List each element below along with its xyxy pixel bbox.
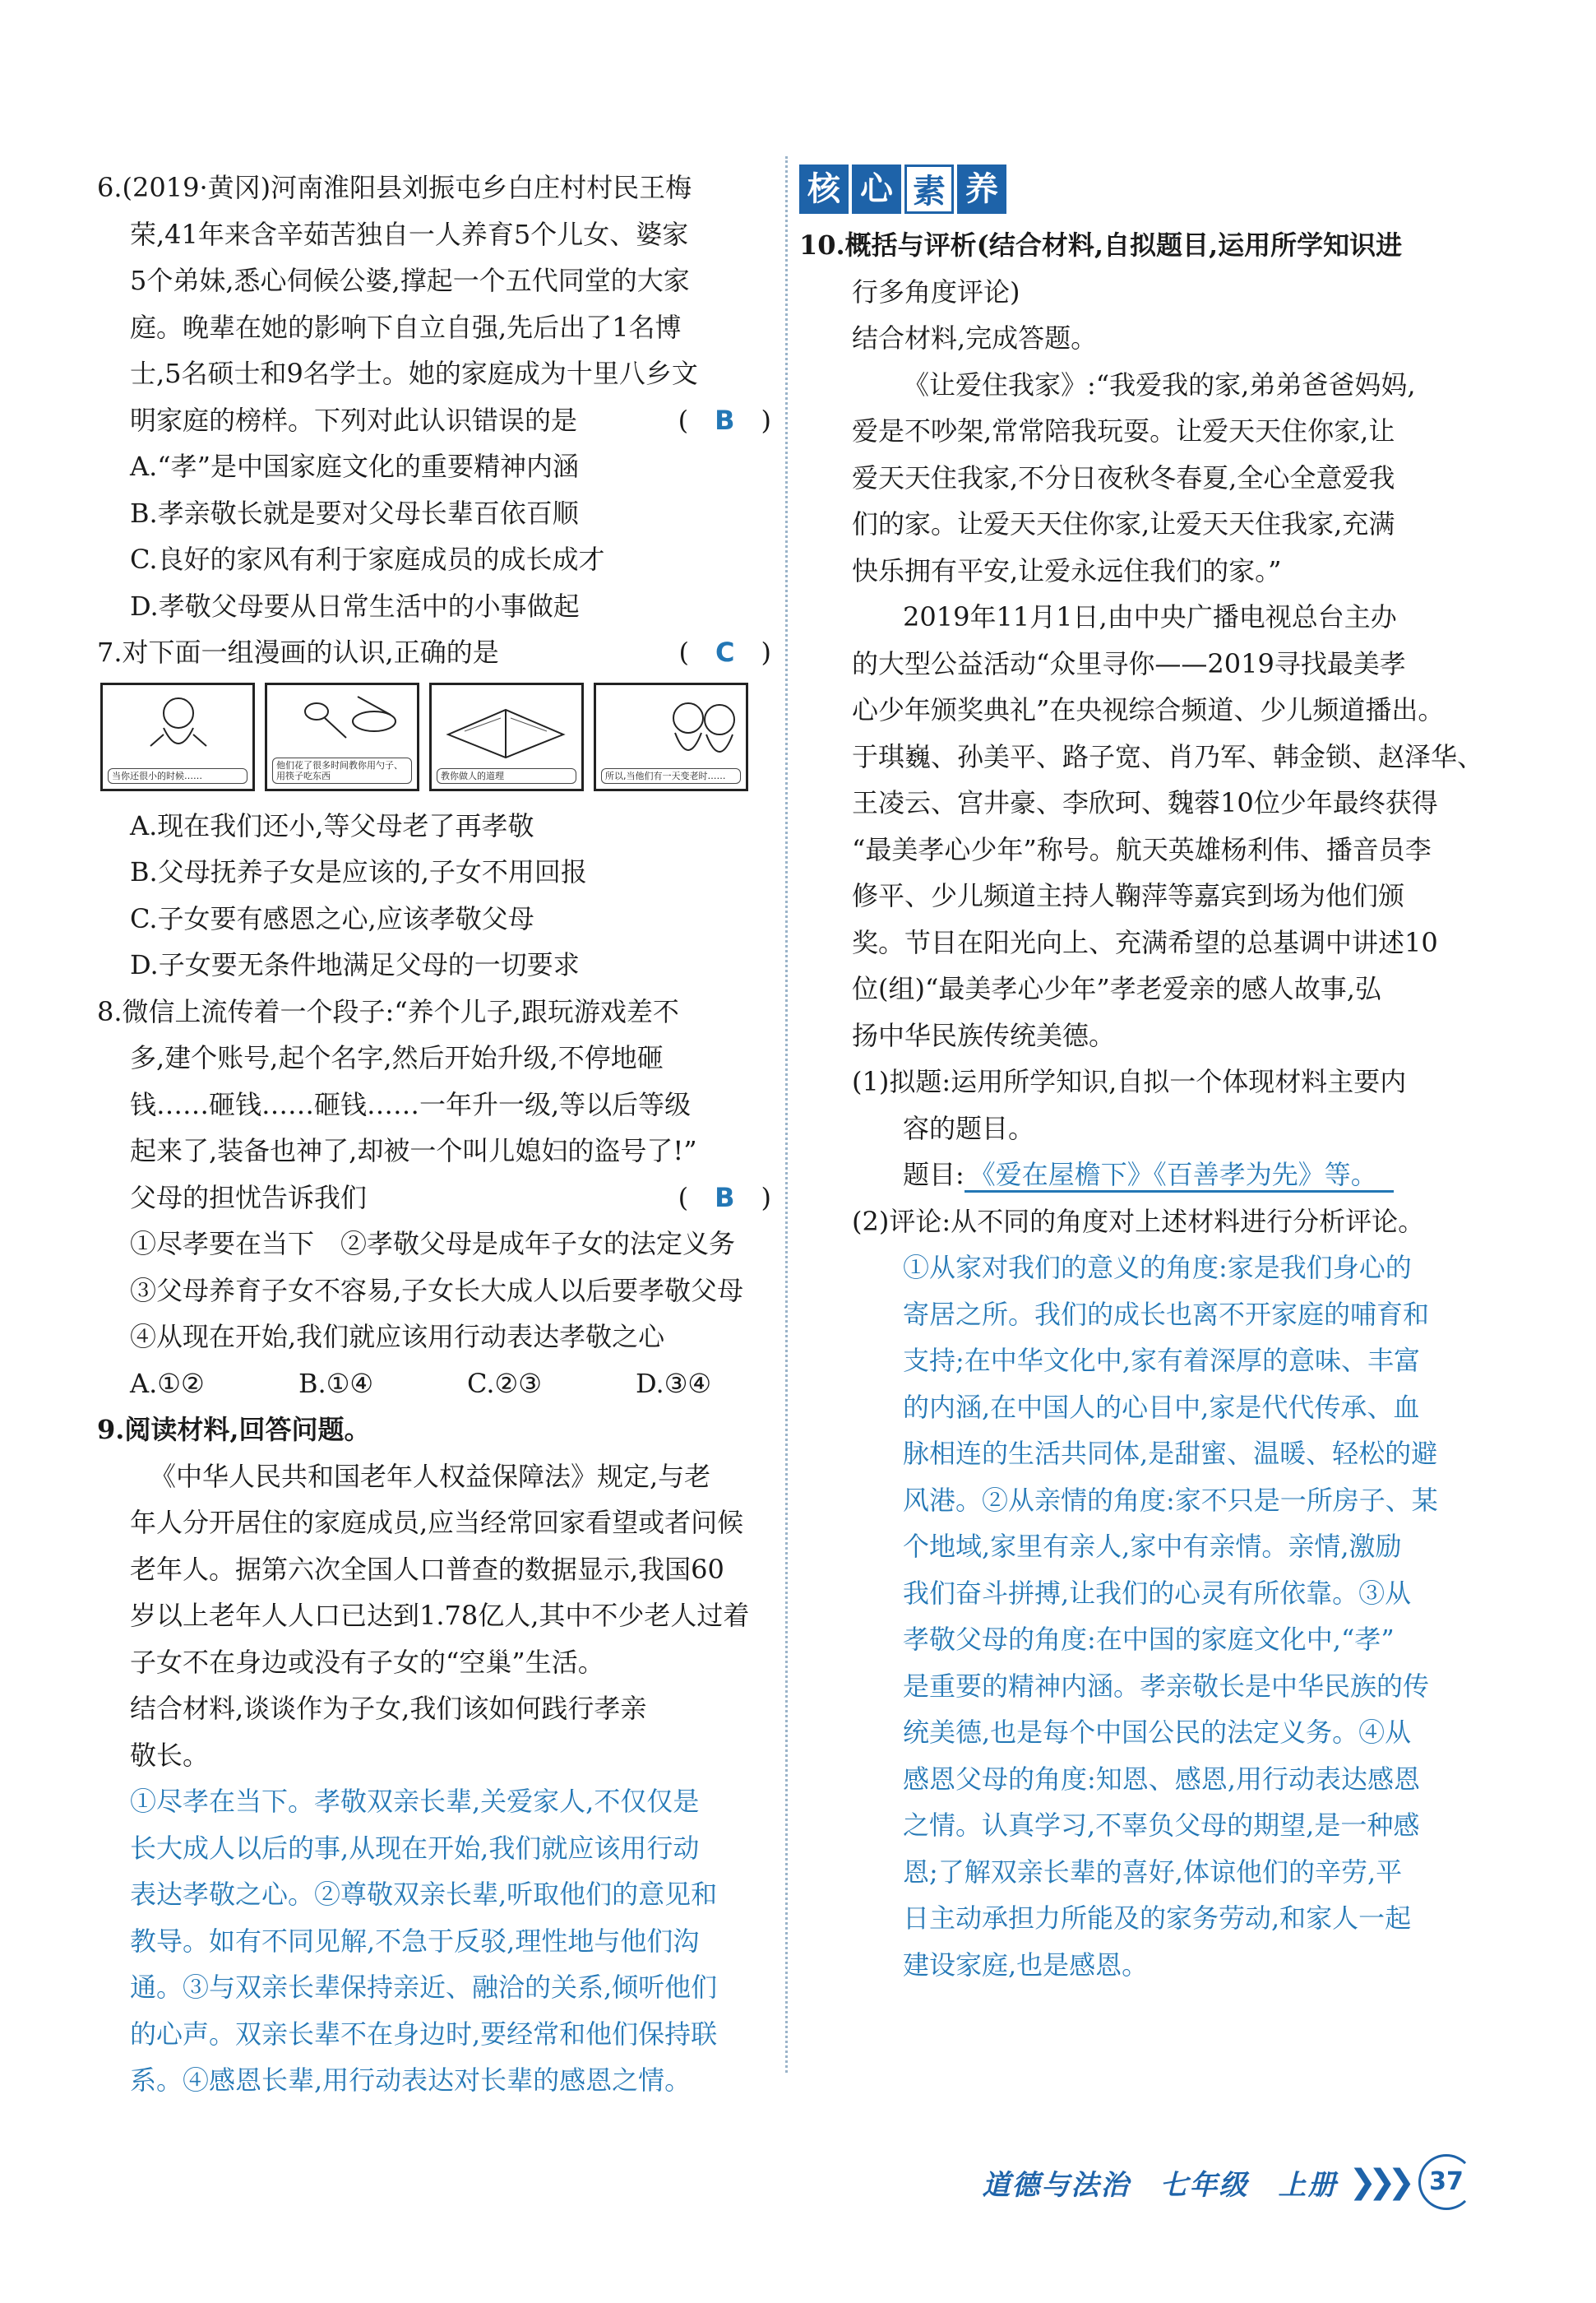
q10-answer-line: 日主动承担力所能及的家务劳动,和家人一起 [903,1902,1412,1934]
q8-line: 起来了,装备也神了,却被一个叫儿媳妇的盗号了!” [130,1135,697,1166]
q10-material-line: “最美孝心少年”称号。航天英雄杨利伟、播音员李 [852,833,1432,865]
q10-answer-line: 支持;在中华文化中,家有着深厚的意味、丰富 [903,1345,1420,1376]
q10-answer-line: 孝敬父母的角度:在中国的家庭文化中,“孝” [903,1624,1395,1655]
q9-answer-line: ①尽孝在当下。孝敬双亲长辈,关爱家人,不仅仅是 [130,1786,700,1817]
q9-answer-line: 表达孝敬之心。②尊敬双亲长辈,听取他们的意见和 [130,1879,718,1910]
q10-answer-line: 的内涵,在中国人的心目中,家是代代传承、血 [903,1391,1420,1423]
q10-material-line: 快乐拥有平安,让爱永远住我们的家。” [852,554,1282,586]
q9-answer-line: 教导。如有不同见解,不急于反驳,理性地与他们沟 [130,1925,700,1957]
q10-title-answer: 《爱在屋檐下》《百善孝为先》等。 [965,1159,1394,1193]
q6-line: 荣,41年来含辛茹苦独自一人养育5个儿女、婆家 [130,218,689,250]
q8-answer: B [715,1181,735,1213]
q6-stem-end: 明家庭的榜样。下列对此认识错误的是 [130,404,578,436]
badge-char: 素 [904,164,954,214]
q10-material-line: 奖。节目在阳光向上、充满希望的总基调中讲述10 [852,926,1438,958]
q10-material-line: 位(组)“最美孝心少年”孝老爱亲的感人故事,弘 [852,973,1381,1004]
q10-sub1: 容的题目。 [903,1112,1035,1144]
q10-sub2: (2)评论:从不同的角度对上述材料进行分析评论。 [852,1205,1425,1237]
q6-line: 6.(2019·黄冈)河南淮阳县刘振屯乡白庄村村民王梅 [97,172,692,203]
q8-option-c: C.②③ [467,1367,542,1399]
page-number: 37 [1418,2154,1474,2210]
q8-options [97,1360,771,1407]
q10-material-line: 的大型公益活动“众里寻你——2019寻找最美孝 [852,647,1406,679]
cartoon-strip [100,683,771,791]
q9-material-line: 年人分开居住的家庭成员,应当经常回家看望或者问候 [130,1507,744,1538]
q10-answer-line: 寄居之所。我们的成长也离不开家庭的哺育和 [903,1298,1430,1330]
question-6 [97,164,771,629]
q10-answer-line: 恩;了解双亲长辈的喜好,体谅他们的辛劳,平 [903,1856,1403,1888]
q9-material-line: 老年人。据第六次全国人口普查的数据显示,我国60 [130,1553,724,1585]
q6-option-c: C.良好的家风有利于家庭成员的成长成才 [130,544,605,575]
cartoon-panel-spoon [265,683,419,791]
q9-answer-line: 通。③与双亲长辈保持亲近、融洽的关系,倾听他们 [130,1972,718,2003]
q6-option-a: A.“孝”是中国家庭文化的重要精神内涵 [130,451,580,482]
q7-option-d: D.子女要无条件地满足父母的一切要求 [130,949,580,980]
cartoon-panel-baby [100,683,255,791]
q8-line: 钱……砸钱……砸钱……一年升一级,等以后等级 [130,1088,692,1120]
q10-material-line: 《让爱住我家》:“我爱我的家,弟弟爸爸妈妈, [903,368,1416,401]
q7-answer: C [715,637,735,668]
section-badge-core-literacy [799,164,1473,214]
q10-material-line: 修平、少儿频道主持人鞠萍等嘉宾到场为他们颁 [852,880,1405,911]
q8-line: 多,建个账号,起个名字,然后开始升级,不停地砸 [130,1042,664,1073]
q9-question-line: 结合材料,谈谈作为子女,我们该如何践行孝亲 [130,1693,647,1724]
q10-material-line: 2019年11月1日,由中央广播电视总台主办 [903,601,1397,633]
book-title: 道德与法治 七年级 上册 [982,2168,1338,2202]
q10-material-line: 王凌云、宫井豪、李欣珂、魏蓉10位少年最终获得 [852,787,1438,818]
q6-answer: B [715,404,735,436]
page-footer [982,2153,1474,2211]
q10-material-line: 爱是不吵架,常常陪我玩耍。让爱天天住你家,让 [852,415,1395,447]
q10-title-line [799,1152,1473,1198]
q10-head: 行多角度评论) [852,276,1020,308]
q8-option-b: B.①④ [298,1367,374,1399]
q10-material-line: 扬中华民族传统美德。 [852,1019,1116,1051]
q6-line [97,397,771,444]
q8-line [97,1175,771,1221]
q9-answer-line: 的心声。双亲长辈不在身边时,要经常和他们保持联 [130,2018,718,2050]
q6-answer-bracket: ( B ) [678,404,771,436]
question-9 [97,1406,771,2104]
q9-stem: 9.阅读材料,回答问题。 [97,1414,371,1445]
q10-head: 10.概括与评析(结合材料,自拟题目,运用所学知识进 [799,229,1403,261]
q10-sub1: (1)拟题:运用所学知识,自拟一个体现材料主要内 [852,1066,1407,1097]
q6-option-b: B.孝亲敬长就是要对父母长辈百依百顺 [130,497,579,529]
q8-stem-end: 父母的担忧告诉我们 [130,1181,368,1213]
q9-question-line: 敬长。 [130,1739,210,1771]
cartoon-panel-book [429,683,584,791]
q8-line: 8.微信上流传着一个段子:“养个儿子,跟玩游戏差不 [97,995,679,1027]
left-column [97,164,771,2104]
q10-answer-line: ①从家对我们的意义的角度:家是我们身心的 [903,1252,1412,1283]
badge-char: 养 [957,164,1006,214]
q6-line: 士,5名硕士和9名学士。她的家庭成为十里八乡文 [130,358,698,389]
q10-instruction: 结合材料,完成答题。 [852,322,1098,354]
q6-line: 5个弟妹,悉心伺候公婆,撑起一个五代同堂的大家 [130,265,690,296]
q10-answer-line: 是重要的精神内涵。孝亲敬长是中华民族的传 [903,1670,1430,1702]
q10-answer-line: 统美德,也是每个中国公民的法定义务。④从 [903,1717,1412,1748]
q9-material-line: 子女不在身边或没有子女的“空巢”生活。 [130,1646,604,1678]
right-column [799,164,1484,1988]
q10-answer-line: 建设家庭,也是感恩。 [903,1949,1149,1981]
q7-option-b: B.父母抚养子女是应该的,子女不用回报 [130,856,587,887]
q10-material-line: 爱天天住我家,不分日夜秋冬春夏,全心全意爱我 [852,461,1395,494]
q10-answer-line: 个地域,家里有亲人,家中有亲情。亲情,激励 [903,1531,1402,1562]
q6-line: 庭。晚辈在她的影响下自立自强,先后出了1名博 [130,311,682,343]
cartoon-panel-elders [594,683,748,791]
cartoon-caption: 他们花了很多时间教你用勺子、用筷子吃东西 [272,758,412,784]
badge-char: 核 [799,164,849,214]
badge-char: 心 [852,164,901,214]
q8-item: ①尽孝要在当下 ②孝敬父母是成年子女的法定义务 [130,1228,736,1259]
q7-option-c: C.子女要有感恩之心,应该孝敬父母 [130,902,534,934]
q9-answer-line: 长大成人以后的事,从现在开始,我们就应该用行动 [130,1832,700,1864]
q10-material-line: 们的家。让爱天天住你家,让爱天天住我家,充满 [852,508,1395,540]
q7-option-a: A.现在我们还小,等父母老了再孝敬 [130,809,534,841]
q10-material-line: 心少年颁奖典礼”在央视综合频道、少儿频道播出。 [852,694,1445,725]
q9-material-line: 《中华人民共和国老年人权益保障法》规定,与老 [150,1460,711,1492]
q8-item: ④从现在开始,我们就应该用行动表达孝敬之心 [130,1321,665,1352]
cartoon-caption: 所以,当他们有一天变老时…… [601,768,741,784]
q10-answer-line: 感恩父母的角度:知恩、感恩,用行动表达感恩 [903,1763,1420,1795]
q8-option-d: D.③④ [636,1367,712,1399]
column-divider [785,156,788,2073]
q8-answer-bracket: ( B ) [678,1181,771,1213]
question-10 [799,222,1484,1988]
double-chevron-right-icon: ❯❯❯ [1349,2163,1407,2201]
q7-answer-bracket: ( C ) [678,637,771,668]
q10-material-line: 于琪巍、孙美平、路子宽、肖乃军、韩金锁、赵泽华、 [852,740,1484,772]
q10-answer-line: 风港。②从亲情的角度:家不只是一所房子、某 [903,1484,1438,1516]
cartoon-caption: 当你还很小的时候…… [108,768,247,784]
q8-item: ③父母养育子女不容易,子女长大成人以后要孝敬父母 [130,1274,744,1306]
q9-material-line: 岁以上老年人人口已达到1.78亿人,其中不少老人过着 [130,1600,750,1631]
q7-stem-line [97,629,771,676]
q10-answer-line: 我们奋斗拼搏,让我们的心灵有所依靠。③从 [903,1577,1412,1609]
question-8 [97,989,771,1407]
q7-stem: 7.对下面一组漫画的认识,正确的是 [97,637,499,668]
q10-answer-line: 之情。认真学习,不辜负父母的期望,是一种感 [903,1810,1420,1841]
q10-title-label: 题目: [903,1159,965,1190]
question-7 [97,629,771,989]
q8-option-a: A.①② [130,1367,205,1399]
q6-option-d: D.孝敬父母要从日常生活中的小事做起 [130,590,580,622]
q10-answer-line: 脉相连的生活共同体,是甜蜜、温暖、轻松的避 [903,1438,1438,1469]
q9-answer-line: 系。④感恩长辈,用行动表达对长辈的感恩之情。 [130,2064,692,2096]
cartoon-caption: 教你做人的道理 [437,768,576,784]
